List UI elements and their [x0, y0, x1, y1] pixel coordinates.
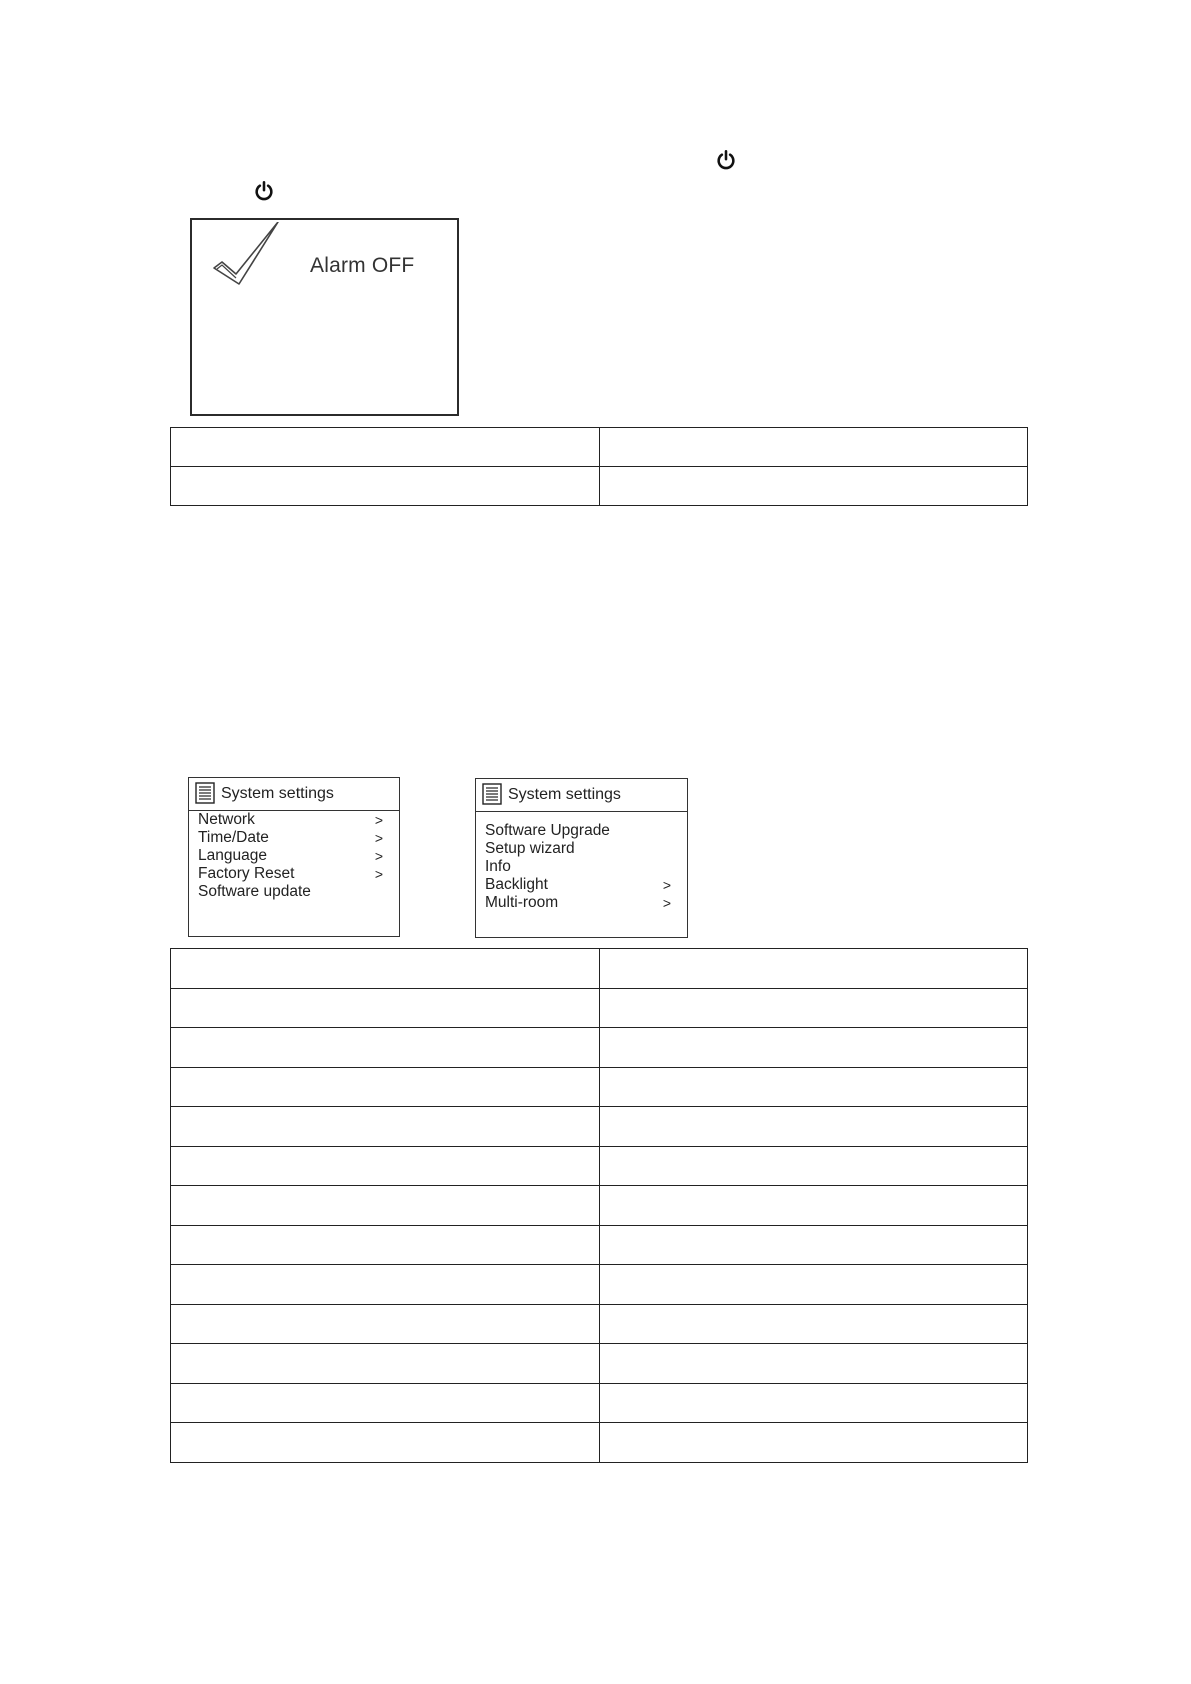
table-cell	[599, 428, 1028, 467]
menu-list-icon	[482, 783, 502, 805]
menu-item[interactable]	[485, 858, 675, 876]
menu-item[interactable]	[485, 840, 675, 858]
table-1	[170, 427, 1028, 506]
menu-title: System settings	[221, 785, 334, 802]
submenu-arrow: >	[374, 866, 383, 882]
menu-item[interactable]	[485, 822, 675, 840]
menu-item-label: Network	[198, 811, 255, 828]
table-row	[171, 1146, 1028, 1186]
table-cell	[171, 1146, 600, 1186]
table-row	[171, 1383, 1028, 1423]
table-cell	[171, 1423, 600, 1463]
system-settings-screen-1	[188, 777, 400, 937]
table-cell	[171, 1383, 600, 1423]
table-cell	[171, 1067, 600, 1107]
table-row	[171, 1225, 1028, 1265]
table-cell	[599, 1107, 1028, 1147]
table-cell	[171, 1186, 600, 1226]
table-cell	[599, 988, 1028, 1028]
submenu-arrow: >	[374, 848, 383, 864]
checkmark-icon	[212, 222, 292, 290]
table-row	[171, 1423, 1028, 1463]
menu-item-label: Time/Date	[198, 829, 269, 846]
submenu-arrow: >	[662, 877, 671, 893]
menu-item[interactable]	[198, 829, 387, 847]
menu-item-label: Language	[198, 847, 267, 864]
menu-item-label: Backlight	[485, 876, 548, 893]
menu-title: System settings	[508, 786, 621, 803]
table-cell	[599, 1067, 1028, 1107]
menu-list-icon	[195, 782, 215, 804]
table-row	[171, 949, 1028, 989]
menu-list	[485, 822, 675, 912]
menu-item[interactable]	[198, 865, 387, 883]
table-cell	[171, 467, 600, 506]
table-cell	[171, 1265, 600, 1305]
menu-list	[198, 811, 387, 901]
menu-item-label: Factory Reset	[198, 865, 295, 882]
table-cell	[599, 1383, 1028, 1423]
alarm-off-screen	[190, 218, 459, 416]
menu-item[interactable]	[485, 894, 675, 912]
power-icon	[715, 149, 737, 171]
menu-item[interactable]	[198, 883, 387, 901]
table-row	[171, 1265, 1028, 1305]
table-cell	[599, 1146, 1028, 1186]
table-cell	[599, 1225, 1028, 1265]
table-cell	[599, 1028, 1028, 1068]
menu-header	[189, 778, 399, 811]
menu-item[interactable]	[198, 847, 387, 865]
table-row	[171, 1304, 1028, 1344]
table-2	[170, 948, 1028, 1463]
menu-item-label: Multi-room	[485, 894, 559, 911]
menu-item-label: Software update	[198, 883, 311, 900]
table-row	[171, 1028, 1028, 1068]
menu-item-label: Software Upgrade	[485, 822, 610, 839]
table-cell	[599, 467, 1028, 506]
table-row	[171, 1344, 1028, 1384]
table-cell	[171, 949, 600, 989]
table-row	[171, 1107, 1028, 1147]
menu-item[interactable]	[485, 876, 675, 894]
submenu-arrow: >	[374, 830, 383, 846]
table-cell	[599, 949, 1028, 989]
menu-header	[476, 779, 687, 812]
table-cell	[171, 1028, 600, 1068]
table-cell	[599, 1186, 1028, 1226]
table-cell	[171, 1304, 600, 1344]
table-cell	[599, 1304, 1028, 1344]
menu-item-label: Info	[485, 858, 511, 875]
power-icon	[253, 180, 275, 202]
table-row	[171, 1067, 1028, 1107]
table-cell	[171, 1344, 600, 1384]
table-row	[171, 988, 1028, 1028]
submenu-arrow: >	[374, 812, 383, 828]
table-row	[171, 1186, 1028, 1226]
menu-item-label: Setup wizard	[485, 840, 575, 857]
table-cell	[171, 1107, 600, 1147]
table-cell	[599, 1344, 1028, 1384]
alarm-status-text: Alarm OFF	[310, 254, 415, 277]
table-cell	[171, 1225, 600, 1265]
table-cell	[171, 428, 600, 467]
table-cell	[599, 1423, 1028, 1463]
system-settings-screen-2	[475, 778, 688, 938]
menu-item[interactable]	[198, 811, 387, 829]
table-row	[171, 428, 1028, 467]
submenu-arrow: >	[662, 895, 671, 911]
table-cell	[171, 988, 600, 1028]
table-row	[171, 467, 1028, 506]
table-cell	[599, 1265, 1028, 1305]
